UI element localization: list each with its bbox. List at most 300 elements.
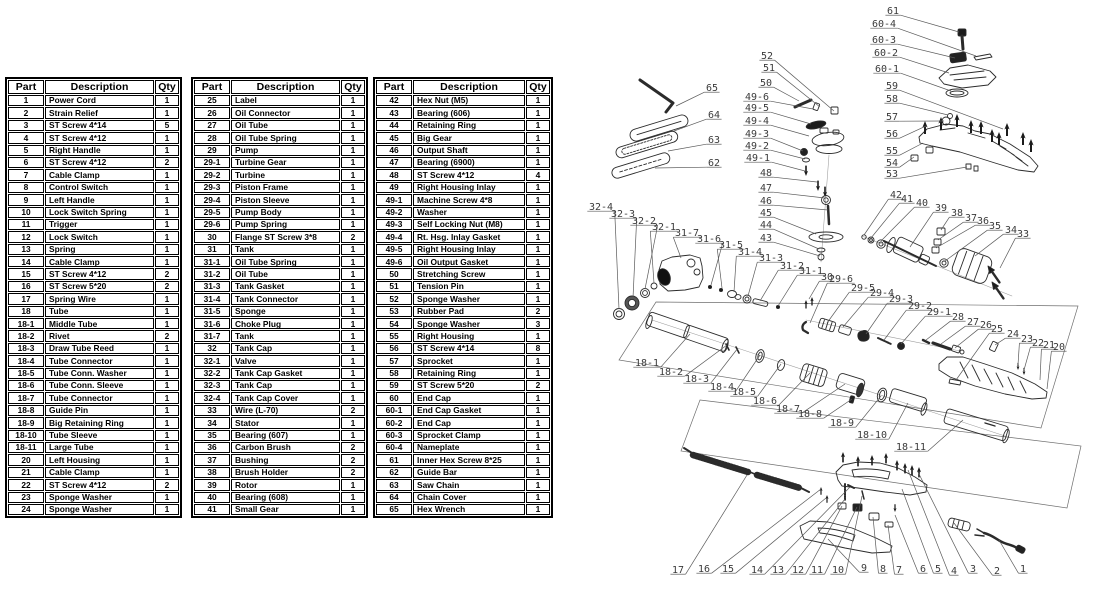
part-callout-18-3: 18-3: [684, 374, 710, 385]
callout-leader-line: [889, 403, 908, 439]
qty-cell: 4: [526, 169, 550, 180]
description-cell: Spring: [45, 244, 154, 255]
callout-leader-line: [676, 92, 704, 106]
part-number-cell: 28: [194, 132, 230, 143]
callout-leader-line: [661, 334, 690, 367]
part-callout-18-1: 18-1: [634, 358, 660, 369]
part-number-cell: 36: [194, 442, 230, 453]
part-callout-14: 14: [750, 565, 764, 576]
qty-cell: 1: [341, 330, 365, 341]
qty-cell: 1: [526, 207, 550, 218]
chain-cover-drawing: [629, 113, 690, 142]
callout-leader-line: [712, 489, 821, 573]
description-cell: Tension Pin: [413, 281, 525, 292]
part-number-cell: 62: [376, 467, 412, 478]
part-callout-13: 13: [771, 565, 785, 576]
description-cell: End Cap: [413, 392, 525, 403]
qty-cell: 1: [526, 157, 550, 168]
callout-leader-line: [900, 157, 914, 167]
qty-cell: 1: [526, 442, 550, 453]
qty-cell: 1: [341, 182, 365, 193]
part-number-cell: 18-4: [8, 355, 44, 366]
description-cell: Label: [231, 95, 340, 106]
description-cell: Oil Connector: [231, 107, 340, 118]
description-cell: Oil Tube Spring: [231, 256, 340, 267]
part-callout-62: 62: [707, 158, 721, 169]
part-number-cell: 10: [8, 207, 44, 218]
part-callout-50: 50: [759, 78, 773, 89]
callout-leader-line: [864, 199, 888, 235]
qty-cell: 1: [526, 405, 550, 416]
part-callout-10: 10: [831, 565, 845, 576]
qty-cell: 5: [155, 120, 179, 131]
qty-cell: 1: [155, 392, 179, 403]
qty-cell: 8: [526, 343, 550, 354]
part-callout-29-5: 29-5: [850, 283, 876, 294]
callout-leader-line: [685, 345, 727, 376]
callout-leader-line: [900, 167, 967, 178]
qty-cell: 1: [526, 268, 550, 279]
part-number-cell: 20: [8, 454, 44, 465]
part-number-cell: 61: [376, 454, 412, 465]
description-cell: Rt. Hsg. Inlay Gasket: [413, 231, 525, 242]
description-cell: Bearing (606): [413, 107, 525, 118]
part-number-cell: 38: [194, 467, 230, 478]
part-number-cell: 29: [194, 145, 230, 156]
callout-leader-line: [760, 270, 778, 301]
part-callout-43: 43: [759, 233, 773, 244]
description-cell: Hex Nut (M5): [413, 95, 525, 106]
qty-cell: 1: [526, 145, 550, 156]
description-cell: Large Tube: [45, 442, 154, 453]
callout-leader-line: [777, 72, 820, 107]
qty-cell: 1: [155, 256, 179, 267]
callout-leader-line: [856, 396, 881, 427]
part-number-cell: 25: [194, 95, 230, 106]
part-number-cell: 35: [194, 430, 230, 441]
part-number-cell: 18-7: [8, 392, 44, 403]
column-header: Description: [413, 80, 525, 94]
description-cell: Cable Clamp: [45, 256, 154, 267]
description-cell: Carbon Brush: [231, 442, 340, 453]
part-number-cell: 47: [376, 157, 412, 168]
callout-leader-line: [900, 143, 923, 155]
part-number-cell: 54: [376, 318, 412, 329]
callout-leader-line: [827, 292, 849, 323]
part-number-cell: 40: [194, 492, 230, 503]
qty-cell: 1: [155, 293, 179, 304]
description-cell: Left Handle: [45, 194, 154, 205]
column-header: Qty: [341, 80, 365, 94]
part-number-cell: 60-4: [376, 442, 412, 453]
description-cell: Saw Chain: [413, 479, 525, 490]
callout-leader-line: [736, 355, 760, 391]
part-number-cell: 16: [8, 281, 44, 292]
qty-cell: 1: [155, 182, 179, 193]
part-number-cell: 18-3: [8, 343, 44, 354]
part-number-cell: 31-2: [194, 268, 230, 279]
part-number-cell: 41: [194, 504, 230, 515]
qty-cell: 1: [155, 231, 179, 242]
part-callout-23: 23: [1020, 334, 1034, 345]
qty-cell: 1: [155, 504, 179, 515]
callout-leader-line: [945, 230, 987, 261]
callout-leader-line: [748, 262, 757, 296]
part-number-cell: 63: [376, 479, 412, 490]
callout-leader-line: [771, 138, 803, 151]
part-callout-33: 33: [1016, 229, 1030, 240]
description-cell: Draw Tube Reed: [45, 343, 154, 354]
part-number-cell: 18-9: [8, 417, 44, 428]
part-number-cell: 31-7: [194, 330, 230, 341]
qty-cell: 1: [526, 281, 550, 292]
column-header: Description: [45, 80, 154, 94]
qty-cell: 1: [526, 330, 550, 341]
part-callout-58: 58: [885, 94, 899, 105]
part-number-cell: 49-5: [376, 244, 412, 255]
part-number-cell: 44: [376, 120, 412, 131]
qty-cell: 1: [526, 194, 550, 205]
column-header: Part: [194, 80, 230, 94]
part-number-cell: 51: [376, 281, 412, 292]
part-number-cell: 42: [376, 95, 412, 106]
qty-cell: 1: [155, 430, 179, 441]
callout-leader-line: [888, 525, 894, 574]
part-callout-3: 3: [969, 564, 977, 575]
part-number-cell: 32-3: [194, 380, 230, 391]
part-number-cell: 46: [376, 145, 412, 156]
qty-cell: 1: [526, 355, 550, 366]
description-cell: Cable Clamp: [45, 467, 154, 478]
part-callout-34: 34: [1004, 225, 1018, 236]
part-number-cell: 31-5: [194, 306, 230, 317]
description-cell: Tank: [231, 244, 340, 255]
part-number-cell: 49: [376, 182, 412, 193]
part-callout-31-3: 31-3: [758, 253, 784, 264]
qty-cell: 2: [155, 281, 179, 292]
description-cell: ST Screw 4*12: [45, 268, 154, 279]
part-callout-61: 61: [886, 6, 900, 17]
part-callout-49-4: 49-4: [744, 116, 770, 127]
qty-cell: 1: [341, 268, 365, 279]
part-number-cell: 60-2: [376, 417, 412, 428]
qty-cell: 1: [341, 392, 365, 403]
part-callout-22: 22: [1031, 338, 1045, 349]
callout-leader-line: [774, 217, 816, 234]
part-callout-18-2: 18-2: [658, 367, 684, 378]
callout-leader-line: [771, 125, 809, 136]
part-callout-31-6: 31-6: [696, 234, 722, 245]
description-cell: Choke Plug: [231, 318, 340, 329]
description-cell: Sprocket Clamp: [413, 430, 525, 441]
part-callout-31-5: 31-5: [718, 240, 744, 251]
qty-cell: 1: [341, 355, 365, 366]
description-cell: Guide Pin: [45, 405, 154, 416]
qty-cell: 2: [155, 479, 179, 490]
qty-cell: 1: [526, 368, 550, 379]
qty-cell: 1: [341, 132, 365, 143]
qty-cell: 1: [155, 306, 179, 317]
part-number-cell: 12: [8, 231, 44, 242]
part-callout-16: 16: [697, 564, 711, 575]
qty-cell: 1: [526, 219, 550, 230]
handle-assembly-drawing: [800, 452, 927, 553]
qty-cell: 1: [526, 120, 550, 131]
description-cell: Lock Switch: [45, 231, 154, 242]
part-callout-31-2: 31-2: [779, 261, 805, 272]
callout-leader-line: [774, 192, 825, 198]
qty-cell: 1: [341, 368, 365, 379]
description-cell: Sprocket: [413, 355, 525, 366]
qty-cell: 1: [526, 454, 550, 465]
part-callout-42: 42: [889, 190, 903, 201]
description-cell: Piston Frame: [231, 182, 340, 193]
qty-cell: 1: [155, 405, 179, 416]
description-cell: Tube Conn. Sleeve: [45, 380, 154, 391]
description-cell: Spring Wire: [45, 293, 154, 304]
part-callout-26: 26: [979, 320, 993, 331]
description-cell: Power Cord: [45, 95, 154, 106]
description-cell: ST Screw 4*12: [45, 157, 154, 168]
part-number-cell: 24: [8, 504, 44, 515]
qty-cell: 1: [155, 355, 179, 366]
part-number-cell: 2: [8, 107, 44, 118]
qty-cell: 1: [155, 132, 179, 143]
qty-cell: 1: [341, 504, 365, 515]
part-number-cell: 45: [376, 132, 412, 143]
qty-cell: 1: [526, 430, 550, 441]
qty-cell: 1: [526, 293, 550, 304]
description-cell: Oil Output Gasket: [413, 256, 525, 267]
part-number-cell: 43: [376, 107, 412, 118]
callout-leader-line: [1000, 238, 1015, 268]
callout-leader-line: [774, 177, 817, 182]
part-number-cell: 13: [8, 244, 44, 255]
power-cord-drawing: [975, 529, 1026, 554]
part-number-cell: 18-1: [8, 318, 44, 329]
part-callout-18-10: 18-10: [856, 430, 888, 441]
description-cell: Turbine: [231, 169, 340, 180]
description-cell: Oil Tube: [231, 120, 340, 131]
part-number-cell: 49-1: [376, 194, 412, 205]
description-cell: Right Housing Inlay: [413, 244, 525, 255]
description-cell: Sponge Washer: [45, 492, 154, 503]
part-callout-5: 5: [934, 564, 942, 575]
qty-cell: 1: [155, 492, 179, 503]
qty-cell: 1: [155, 343, 179, 354]
callout-leader-line: [918, 472, 968, 573]
part-callout-64: 64: [707, 110, 721, 121]
part-callout-17: 17: [671, 565, 685, 576]
part-number-cell: 34: [194, 417, 230, 428]
callout-leader-line: [955, 329, 978, 348]
qty-cell: 1: [526, 132, 550, 143]
part-callout-41: 41: [900, 194, 914, 205]
qty-cell: 1: [341, 244, 365, 255]
qty-cell: 2: [155, 330, 179, 341]
part-callout-47: 47: [759, 183, 773, 194]
part-callout-59: 59: [885, 81, 899, 92]
qty-cell: 1: [526, 107, 550, 118]
part-callout-49-5: 49-5: [744, 103, 770, 114]
part-number-cell: 49-3: [376, 219, 412, 230]
qty-cell: 2: [526, 380, 550, 391]
part-callout-6: 6: [919, 564, 927, 575]
part-number-cell: 32-2: [194, 368, 230, 379]
description-cell: Tube Connector: [45, 392, 154, 403]
part-callout-49-6: 49-6: [744, 92, 770, 103]
part-callout-57: 57: [885, 112, 899, 123]
description-cell: Tank Cap Gasket: [231, 368, 340, 379]
part-number-cell: 29-6: [194, 219, 230, 230]
qty-cell: 1: [155, 417, 179, 428]
description-cell: Sponge: [231, 306, 340, 317]
description-cell: Brush Holder: [231, 467, 340, 478]
description-cell: Inner Hex Screw 8*25: [413, 454, 525, 465]
guide-bar-drawing: [611, 151, 672, 179]
part-callout-4: 4: [950, 566, 958, 577]
part-number-cell: 18-2: [8, 330, 44, 341]
qty-cell: 1: [155, 95, 179, 106]
part-callout-29-3: 29-3: [888, 294, 914, 305]
part-number-cell: 31: [194, 244, 230, 255]
part-number-cell: 50: [376, 268, 412, 279]
part-number-cell: 37: [194, 454, 230, 465]
part-number-cell: 60: [376, 392, 412, 403]
qty-cell: 2: [341, 454, 365, 465]
description-cell: Sponge Washer: [413, 293, 525, 304]
part-callout-53: 53: [885, 169, 899, 180]
callout-leader-line: [901, 73, 951, 91]
qty-cell: 1: [155, 194, 179, 205]
description-cell: Machine Screw 4*8: [413, 194, 525, 205]
description-cell: Valve: [231, 355, 340, 366]
callout-leader-line: [771, 150, 805, 159]
part-number-cell: 30: [194, 231, 230, 242]
part-callout-60-4: 60-4: [871, 19, 897, 30]
description-cell: Retaining Ring: [413, 368, 525, 379]
part-number-cell: 48: [376, 169, 412, 180]
part-number-cell: 18: [8, 306, 44, 317]
part-number-cell: 15: [8, 268, 44, 279]
description-cell: Sponge Washer: [413, 318, 525, 329]
description-cell: Piston Sleeve: [231, 194, 340, 205]
part-callout-40: 40: [915, 198, 929, 209]
description-cell: Bushing: [231, 454, 340, 465]
part-number-cell: 60-1: [376, 405, 412, 416]
callout-leader-line: [938, 222, 963, 240]
description-cell: Strain Relief: [45, 107, 154, 118]
part-number-cell: 31-1: [194, 256, 230, 267]
description-cell: Tube Connector: [45, 355, 154, 366]
part-number-cell: 31-6: [194, 318, 230, 329]
description-cell: Hex Wrench: [413, 504, 525, 515]
qty-cell: 1: [341, 169, 365, 180]
description-cell: ST Screw 4*14: [413, 343, 525, 354]
qty-cell: 2: [526, 306, 550, 317]
callout-leader-line: [615, 211, 619, 309]
description-cell: ST Screw 5*20: [413, 380, 525, 391]
callout-leader-line: [774, 87, 799, 101]
qty-cell: 1: [341, 281, 365, 292]
part-callout-7: 7: [895, 565, 903, 576]
part-callout-31-7: 31-7: [674, 228, 700, 239]
end-cap-assembly-drawing: [939, 29, 996, 125]
description-cell: Control Switch: [45, 182, 154, 193]
part-number-cell: 53: [376, 306, 412, 317]
part-number-cell: 49-6: [376, 256, 412, 267]
description-cell: Rotor: [231, 479, 340, 490]
part-number-cell: 1: [8, 95, 44, 106]
part-callout-38: 38: [950, 208, 964, 219]
description-cell: End Cap: [413, 417, 525, 428]
column-header: Part: [8, 80, 44, 94]
qty-cell: 1: [155, 244, 179, 255]
column-header: Description: [231, 80, 340, 94]
part-number-cell: 56: [376, 343, 412, 354]
description-cell: ST Screw 4*12: [413, 169, 525, 180]
part-callout-18-11: 18-11: [895, 442, 927, 453]
qty-cell: 1: [526, 479, 550, 490]
part-callout-56: 56: [885, 129, 899, 140]
part-number-cell: 31-4: [194, 293, 230, 304]
qty-cell: 1: [526, 392, 550, 403]
qty-cell: 1: [526, 467, 550, 478]
description-cell: Oil Tube: [231, 268, 340, 279]
part-number-cell: 18-11: [8, 442, 44, 453]
callout-leader-line: [778, 275, 797, 306]
part-number-cell: 22: [8, 479, 44, 490]
part-number-cell: 32-1: [194, 355, 230, 366]
part-number-cell: 29-1: [194, 157, 230, 168]
qty-cell: 1: [341, 343, 365, 354]
part-number-cell: 32-4: [194, 392, 230, 403]
callout-leader-line: [668, 144, 706, 151]
part-callout-28: 28: [951, 312, 965, 323]
part-number-cell: 26: [194, 107, 230, 118]
part-number-cell: 31-3: [194, 281, 230, 292]
description-cell: ST Screw 4*14: [45, 120, 154, 131]
part-callout-60-1: 60-1: [874, 64, 900, 75]
right-housing-drawing: [911, 114, 1038, 172]
part-callout-32-2: 32-2: [631, 216, 657, 227]
qty-cell: 1: [526, 504, 550, 515]
part-number-cell: 52: [376, 293, 412, 304]
oil-pump-assembly-drawing: [795, 100, 845, 260]
qty-cell: 1: [526, 244, 550, 255]
qty-cell: 1: [341, 145, 365, 156]
callout-leader-line: [673, 237, 681, 258]
part-number-cell: 58: [376, 368, 412, 379]
part-number-cell: 7: [8, 169, 44, 180]
column-header: Part: [376, 80, 412, 94]
qty-cell: 1: [155, 454, 179, 465]
qty-cell: 1: [155, 442, 179, 453]
qty-cell: 1: [341, 430, 365, 441]
part-callout-49-1: 49-1: [745, 153, 771, 164]
callout-leader-line: [633, 218, 637, 298]
part-callout-18-4: 18-4: [709, 382, 735, 393]
callout-leader-line: [902, 489, 933, 573]
part-number-cell: 49-2: [376, 207, 412, 218]
callout-leader-line: [900, 126, 926, 138]
description-cell: Right Handle: [45, 145, 154, 156]
description-cell: Nameplate: [413, 442, 525, 453]
description-cell: Tank Cap: [231, 380, 340, 391]
qty-cell: 1: [155, 207, 179, 218]
qty-cell: 1: [526, 95, 550, 106]
callout-leader-line: [758, 364, 781, 396]
